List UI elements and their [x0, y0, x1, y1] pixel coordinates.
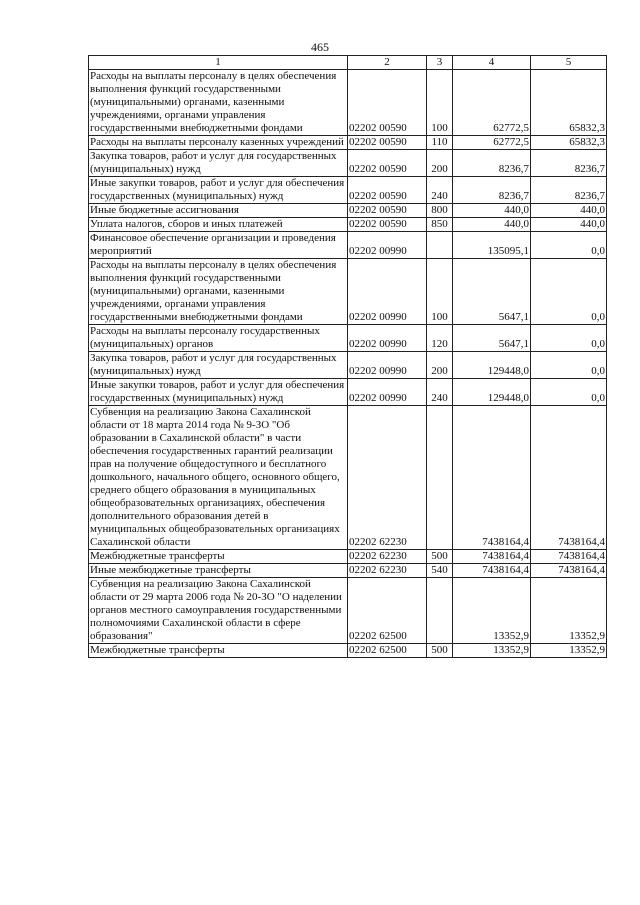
- header-col-1: 1: [89, 56, 348, 70]
- row-name: Расходы на выплаты персоналу в целях обеспечения выполнения функций государственными (муниципальными) органами, казенными учреждениями, органами управления государственными внебюджетными фондами: [89, 70, 348, 136]
- header-col-2: 2: [348, 56, 427, 70]
- row-sum-year-1: 8236,7: [453, 150, 531, 177]
- row-sum-year-2: 7438164,4: [531, 550, 607, 564]
- row-expense-type: 500: [427, 644, 453, 658]
- row-expense-type: 200: [427, 352, 453, 379]
- row-sum-year-1: 8236,7: [453, 177, 531, 204]
- row-code: 02202 62230: [348, 564, 427, 578]
- row-expense-type: 500: [427, 550, 453, 564]
- row-sum-year-1: 129448,0: [453, 379, 531, 406]
- row-expense-type: 540: [427, 564, 453, 578]
- row-code: 02202 00990: [348, 232, 427, 259]
- row-expense-type: 100: [427, 259, 453, 325]
- table-row: [89, 644, 607, 658]
- row-sum-year-2: 13352,9: [531, 578, 607, 644]
- header-col-3: 3: [427, 56, 453, 70]
- table-row: [89, 177, 607, 204]
- table-row: [89, 70, 607, 136]
- table-row: [89, 204, 607, 218]
- row-sum-year-1: 440,0: [453, 218, 531, 232]
- row-expense-type: 110: [427, 136, 453, 150]
- row-expense-type: 850: [427, 218, 453, 232]
- row-name: Иные закупки товаров, работ и услуг для обеспечения государственных (муниципальных) нужд: [89, 379, 348, 406]
- row-name: Межбюджетные трансферты: [89, 644, 348, 658]
- row-code: 02202 00990: [348, 325, 427, 352]
- header-col-4: 4: [453, 56, 531, 70]
- row-code: 02202 00590: [348, 70, 427, 136]
- row-expense-type: 240: [427, 379, 453, 406]
- row-sum-year-2: 13352,9: [531, 644, 607, 658]
- row-sum-year-2: 8236,7: [531, 177, 607, 204]
- row-code: 02202 62230: [348, 406, 427, 550]
- row-expense-type: 100: [427, 70, 453, 136]
- row-sum-year-2: 7438164,4: [531, 406, 607, 550]
- row-sum-year-1: 13352,9: [453, 578, 531, 644]
- row-sum-year-1: 5647,1: [453, 325, 531, 352]
- table-row: [89, 325, 607, 352]
- row-sum-year-1: 129448,0: [453, 352, 531, 379]
- row-code: 02202 00590: [348, 204, 427, 218]
- row-sum-year-1: 62772,5: [453, 70, 531, 136]
- row-name: Финансовое обеспечение организации и проведения мероприятий: [89, 232, 348, 259]
- table-row: [89, 379, 607, 406]
- row-expense-type: [427, 406, 453, 550]
- row-code: 02202 00990: [348, 352, 427, 379]
- row-code: 02202 62230: [348, 550, 427, 564]
- table-row: [89, 564, 607, 578]
- row-name: Расходы на выплаты персоналу в целях обеспечения выполнения функций государственными (муниципальными) органами, казенными учреждениями, органами управления государственными внебюджетными фондами: [89, 259, 348, 325]
- table-row: [89, 578, 607, 644]
- row-code: 02202 00590: [348, 150, 427, 177]
- row-code: 02202 00590: [348, 218, 427, 232]
- row-code: 02202 62500: [348, 644, 427, 658]
- row-name: Расходы на выплаты персоналу казенных учреждений: [89, 136, 348, 150]
- row-name: Межбюджетные трансферты: [89, 550, 348, 564]
- row-name: Закупка товаров, работ и услуг для государственных (муниципальных) нужд: [89, 352, 348, 379]
- table-row: [89, 218, 607, 232]
- row-sum-year-2: 440,0: [531, 204, 607, 218]
- row-sum-year-1: 7438164,4: [453, 406, 531, 550]
- row-sum-year-1: 440,0: [453, 204, 531, 218]
- table-row: [89, 352, 607, 379]
- table-row: [89, 232, 607, 259]
- row-sum-year-2: 65832,3: [531, 70, 607, 136]
- row-sum-year-2: 0,0: [531, 325, 607, 352]
- row-code: 02202 00590: [348, 177, 427, 204]
- row-name: Иные межбюджетные трансферты: [89, 564, 348, 578]
- row-sum-year-1: 135095,1: [453, 232, 531, 259]
- row-code: 02202 00990: [348, 259, 427, 325]
- row-expense-type: 120: [427, 325, 453, 352]
- row-expense-type: 800: [427, 204, 453, 218]
- row-name: Уплата налогов, сборов и иных платежей: [89, 218, 348, 232]
- row-name: Иные закупки товаров, работ и услуг для обеспечения государственных (муниципальных) нужд: [89, 177, 348, 204]
- header-col-5: 5: [531, 56, 607, 70]
- page-number: 465: [311, 40, 329, 54]
- row-sum-year-2: 8236,7: [531, 150, 607, 177]
- row-sum-year-2: 0,0: [531, 352, 607, 379]
- row-sum-year-1: 13352,9: [453, 644, 531, 658]
- table-row: [89, 259, 607, 325]
- row-expense-type: [427, 578, 453, 644]
- budget-table: [88, 55, 607, 658]
- table-row: [89, 550, 607, 564]
- row-sum-year-1: 7438164,4: [453, 564, 531, 578]
- table-row: [89, 150, 607, 177]
- row-sum-year-2: 0,0: [531, 232, 607, 259]
- row-name: Субвенция на реализацию Закона Сахалинской области от 18 марта 2014 года № 9-ЗО "Об образовании в Сахалинской области" в части обеспечения государственных гарантий реализации прав на получение общедоступного и бесплатного дошкольного, начального общего, основного общего, среднего общего образования в муниципальных общеобразовательных организациях, обеспечения дополнительного образования детей в муниципальных общеобразовательных организациях Сахалинской области: [89, 406, 348, 550]
- row-sum-year-2: 0,0: [531, 379, 607, 406]
- row-sum-year-2: 65832,3: [531, 136, 607, 150]
- row-sum-year-2: 440,0: [531, 218, 607, 232]
- row-name: Расходы на выплаты персоналу государственных (муниципальных) органов: [89, 325, 348, 352]
- row-expense-type: 200: [427, 150, 453, 177]
- table-row: [89, 406, 607, 550]
- row-expense-type: 240: [427, 177, 453, 204]
- row-expense-type: [427, 232, 453, 259]
- row-code: 02202 62500: [348, 578, 427, 644]
- row-name: Иные бюджетные ассигнования: [89, 204, 348, 218]
- row-sum-year-2: 7438164,4: [531, 564, 607, 578]
- row-name: Закупка товаров, работ и услуг для государственных (муниципальных) нужд: [89, 150, 348, 177]
- row-sum-year-1: 62772,5: [453, 136, 531, 150]
- table-header-row: [89, 56, 607, 70]
- row-code: 02202 00590: [348, 136, 427, 150]
- row-code: 02202 00990: [348, 379, 427, 406]
- table-row: [89, 136, 607, 150]
- row-name: Субвенция на реализацию Закона Сахалинской области от 29 марта 2006 года № 20-ЗО "О наделении органов местного самоуправления государственными полномочиями Сахалинской области в сфере образования": [89, 578, 348, 644]
- row-sum-year-1: 5647,1: [453, 259, 531, 325]
- row-sum-year-1: 7438164,4: [453, 550, 531, 564]
- row-sum-year-2: 0,0: [531, 259, 607, 325]
